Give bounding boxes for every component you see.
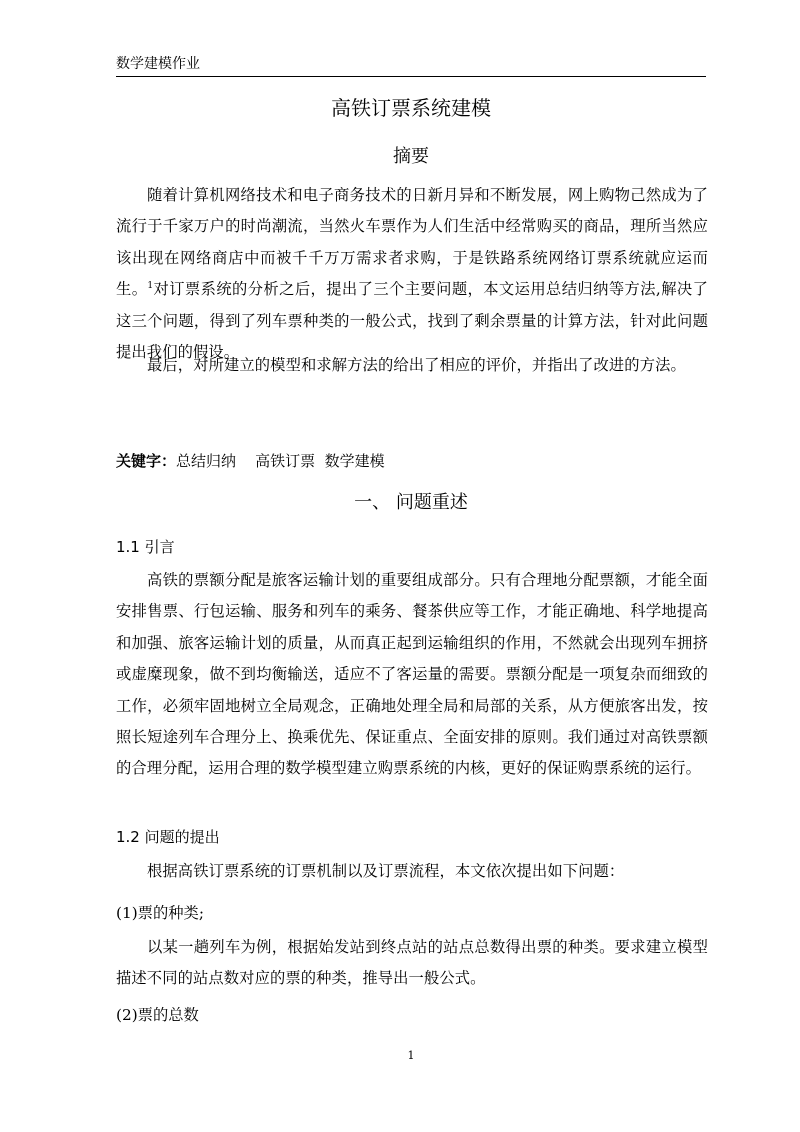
document-title: 高铁订票系统建模: [331, 96, 491, 120]
page-number: 1: [407, 1049, 415, 1062]
page-header-label: 数学建模作业: [116, 56, 200, 72]
keywords-line: [116, 448, 385, 474]
abstract-paragraph-1-part-a: 随着计算机网络技术和电子商务技术的日新月异和不断发展，网上购物己然成为了流行于千家万户的时尚潮流，当然火车票作为人们生活中经常购买的商品，理所当然应该出现在网络商店中而被千千万万需求者求购，于是铁路系统网络订票系统就应运而生。: [116, 186, 708, 299]
header-rule: [116, 76, 706, 77]
abstract-paragraph-1: [116, 180, 708, 368]
subsection-1-2-title: 1.2 问题的提出: [116, 828, 220, 846]
abstract-heading: 摘要: [393, 146, 429, 167]
keywords-label: 关键字：: [116, 452, 177, 470]
abstract-paragraph-1-part-b: 对订票系统的分析之后，提出了三个主要问题，本文运用总结归纳等方法,解决了这三个问题，得到了列车票种类的一般公式，找到了剩余票量的计算方法，针对此问题提出我们的假设。: [116, 280, 708, 362]
footnote-marker[interactable]: 1: [147, 281, 154, 292]
abstract-paragraph-2: 最后，对所建立的模型和求解方法的给出了相应的评价，并指出了改进的方法。: [147, 356, 686, 374]
subsection-1-2-intro: 根据高铁订票系统的订票机制以及订票流程，本文依次提出如下问题：: [147, 862, 625, 880]
subsection-1-1-body: 高铁的票额分配是旅客运输计划的重要组成部分。只有合理地分配票额，才能全面安排售票、行包运输、服务和列车的乘务、餐茶供应等工作，才能正确地、科学地提高和加强、旅客运输计划的质量，从而真正起到运输组织的作用，不然就会出现列车拥挤或虚糜现象，做不到均衡输送，适应不了客运量的需要。票额分配是一项复杂而细致的工作，必须牢固地树立全局观念，正确地处理全局和局部的关系，从方便旅客出发，按照长短途列车合理分上、换乘优先、保证重点、全面安排的原则。我们通过对高铁票额的合理分配，运用合理的数学模型建立购票系统的内核，更好的保证购票系统的运行。: [116, 571, 708, 778]
keywords-text: 总结归纳 高铁订票 数学建模: [176, 452, 385, 470]
section-1-title: 一、 问题重述: [354, 492, 468, 513]
subsection-1-1-title: 1.1 引言: [116, 538, 175, 556]
question-2-label: (2)票的总数: [116, 1006, 199, 1024]
question-1-label: (1)票的种类;: [116, 904, 205, 922]
question-1-body: 以某一趟列车为例，根据始发站到终点站的站点总数得出票的种类。要求建立模型描述不同的站点数对应的票的种类，推导出一般公式。: [116, 938, 708, 988]
